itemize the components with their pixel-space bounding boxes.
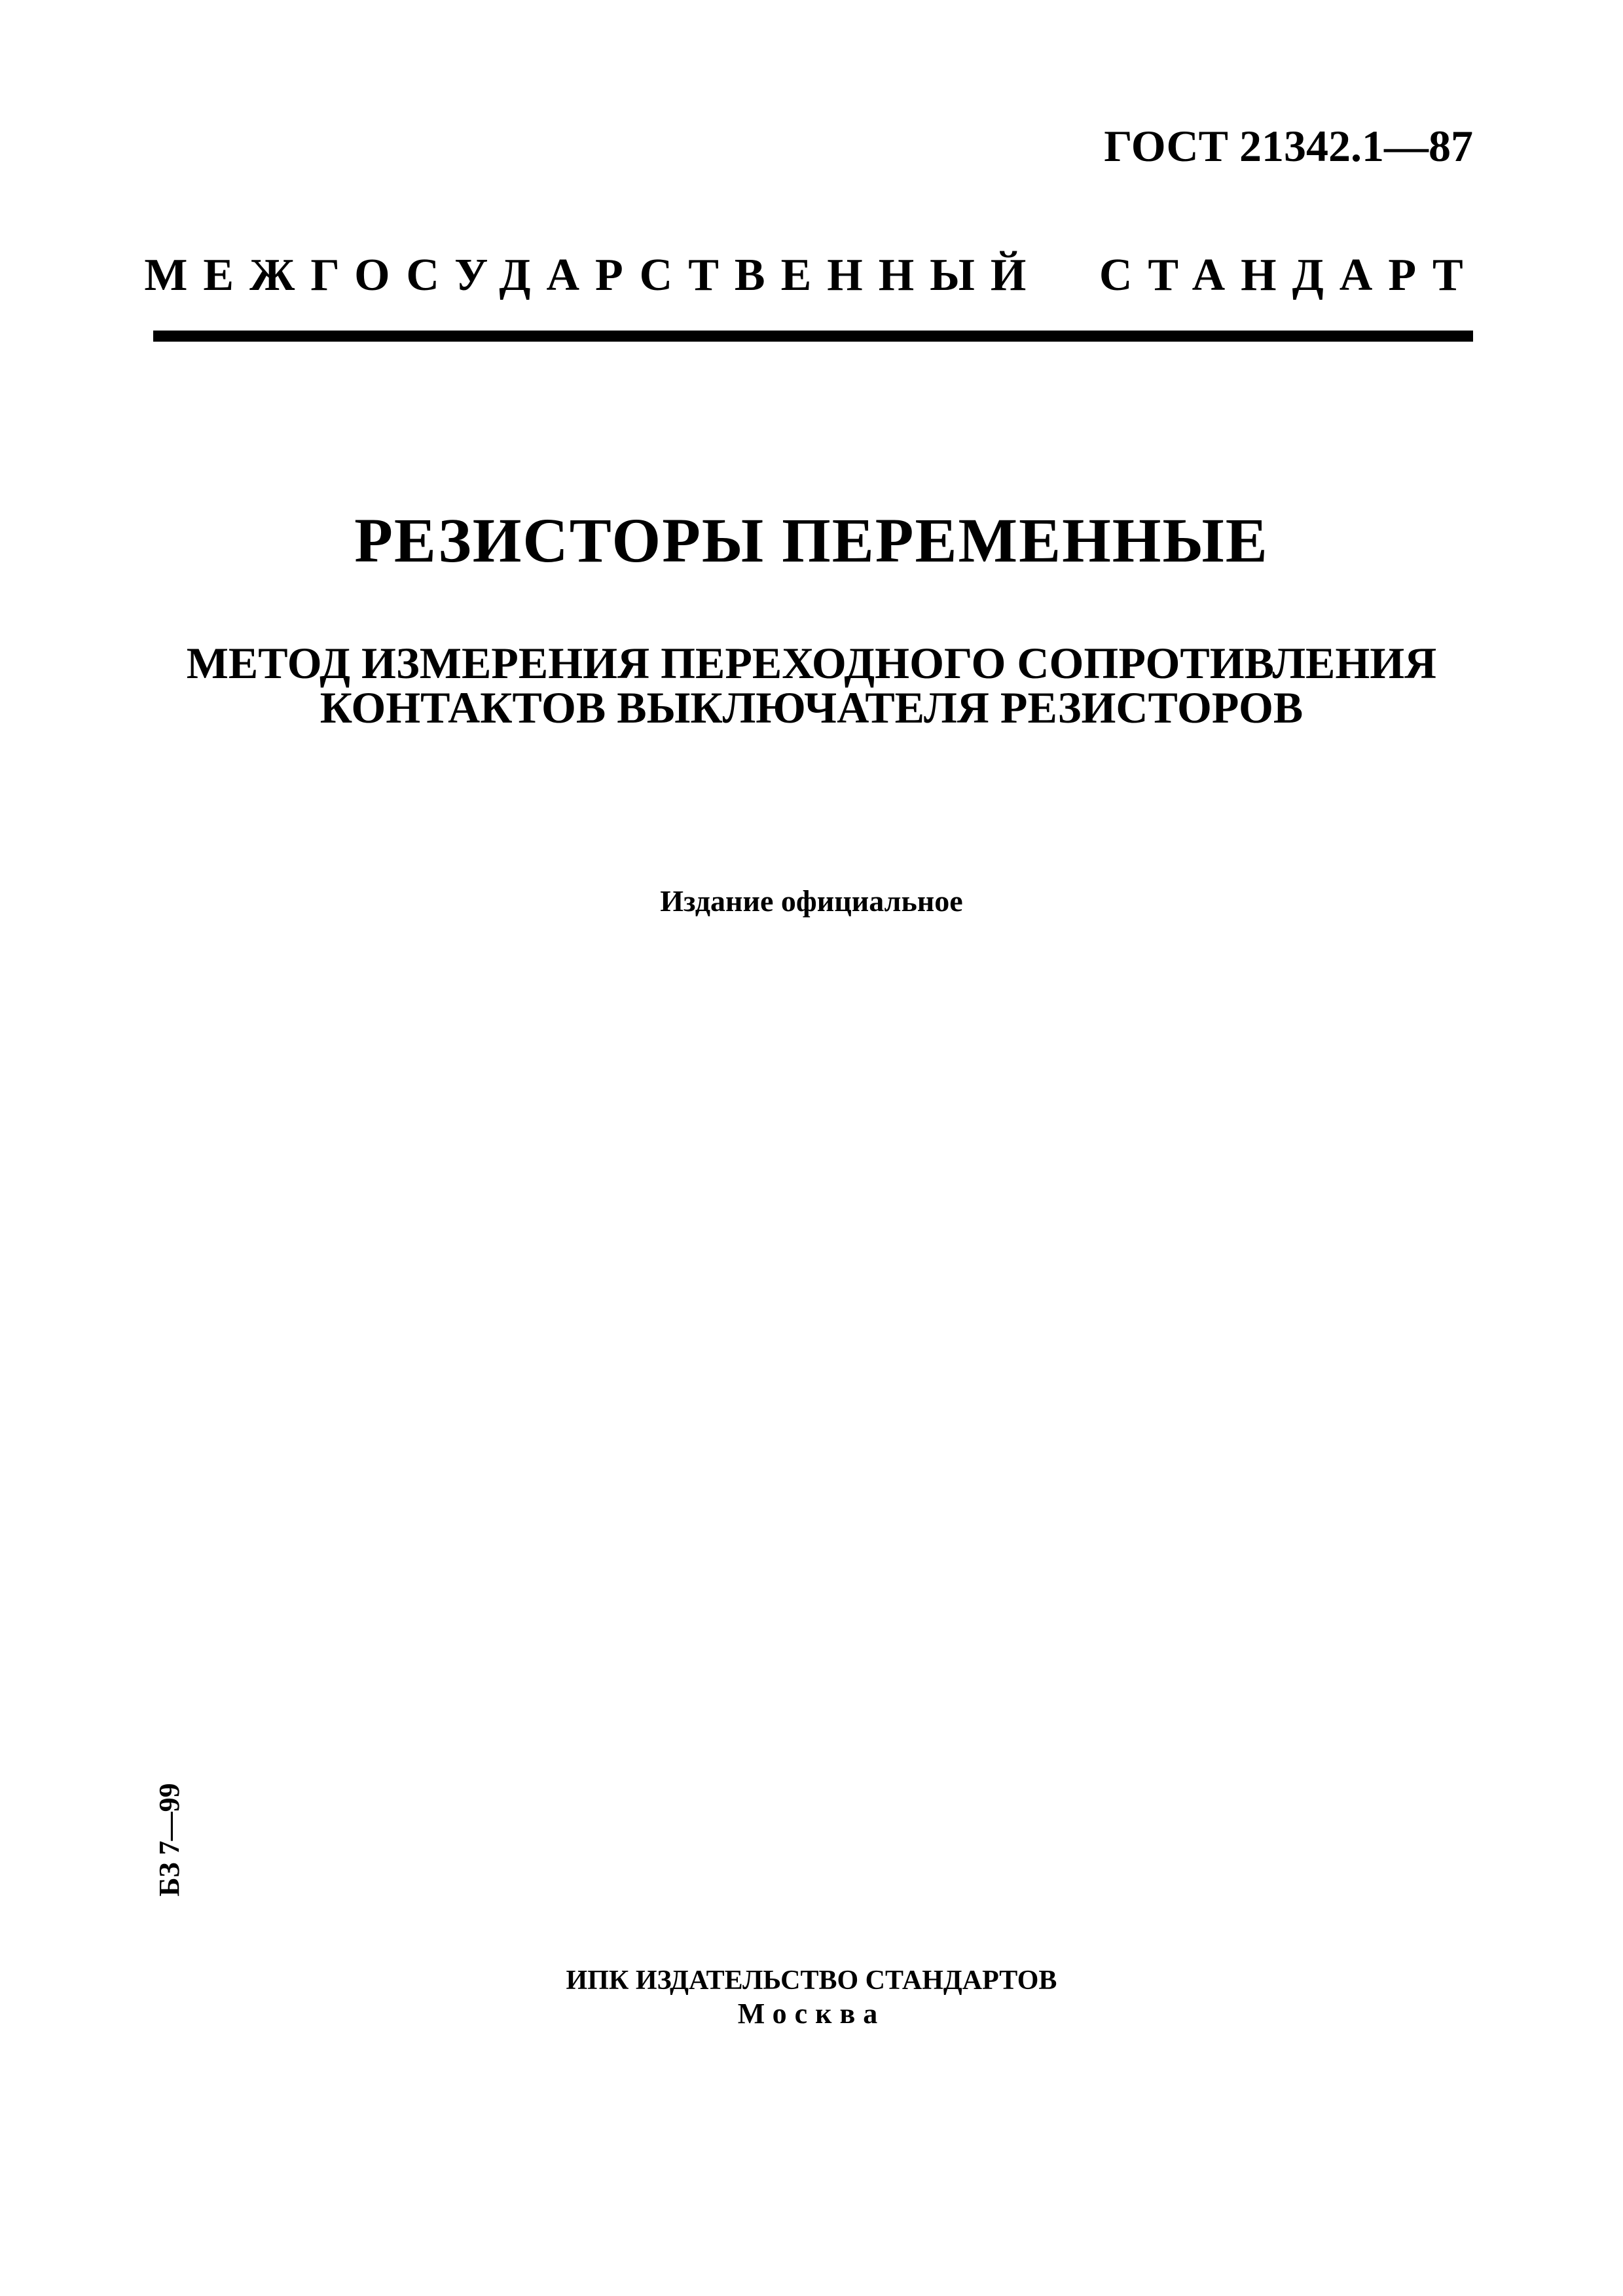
side-registry-code: БЗ 7—99 xyxy=(153,1783,185,1897)
publisher-name: ИПК ИЗДАТЕЛЬСТВО СТАНДАРТОВ xyxy=(566,1965,1057,1996)
edition-note: Издание официальное xyxy=(660,884,963,918)
horizontal-rule xyxy=(153,331,1473,342)
subtitle-line-2: КОНТАКТОВ ВЫКЛЮЧАТЕЛЯ РЕЗИСТОРОВ xyxy=(319,683,1304,732)
document-title: РЕЗИСТОРЫ ПЕРЕМЕННЫЕ xyxy=(354,505,1269,575)
subtitle-line-1: МЕТОД ИЗМЕРЕНИЯ ПЕРЕХОДНОГО СОПРОТИВЛЕНИЯ xyxy=(186,638,1437,688)
document-subtitle xyxy=(0,638,1623,732)
doc-number: ГОСТ 21342.1—87 xyxy=(1104,121,1473,171)
standard-type-banner: МЕЖГОСУДАРСТВЕННЫЙ СТАНДАРТ xyxy=(144,250,1479,300)
publisher-city: Москва xyxy=(737,1998,886,2030)
